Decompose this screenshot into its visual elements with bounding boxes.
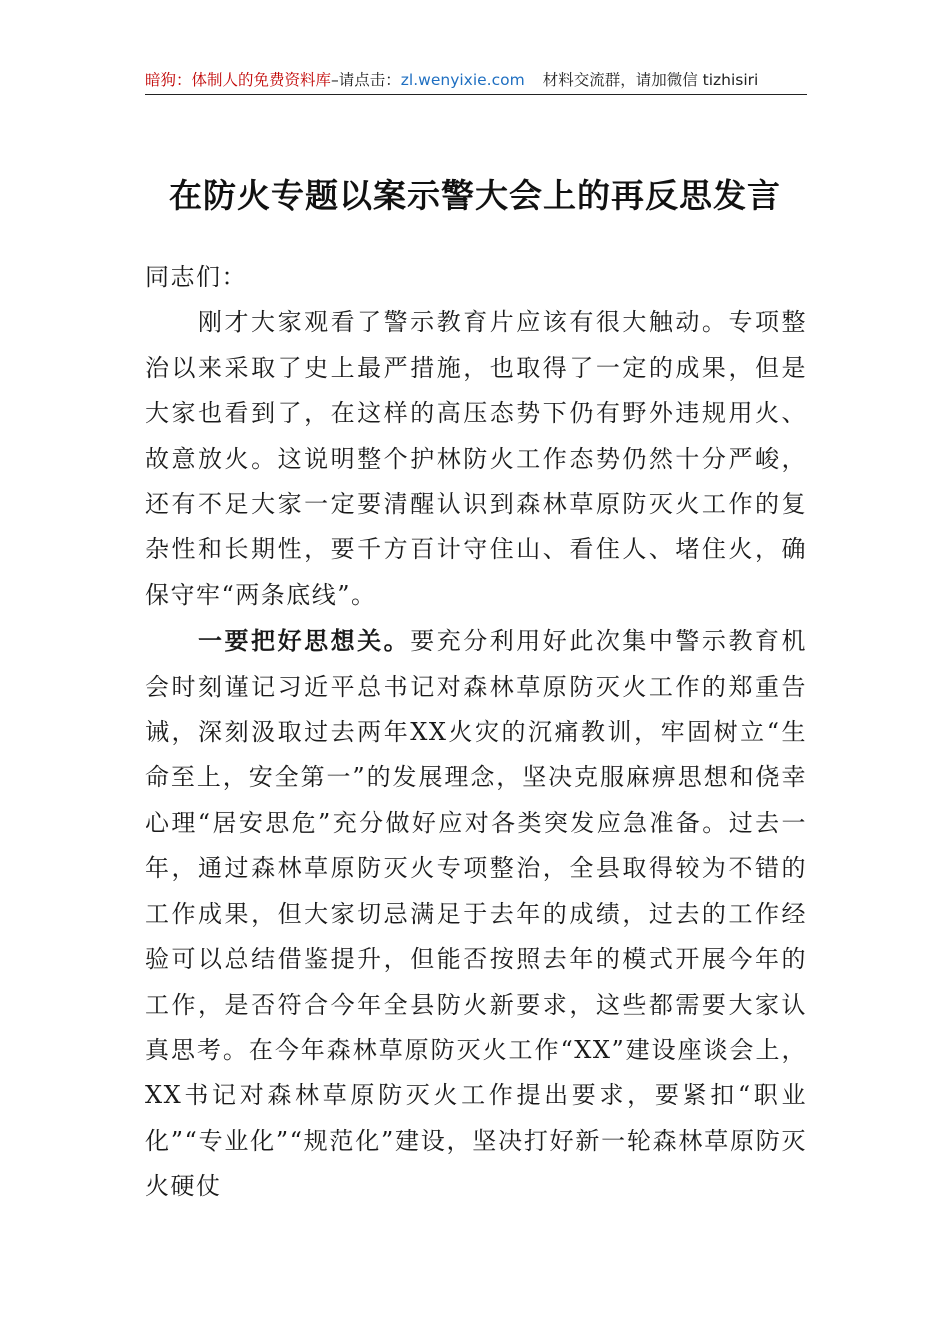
document-body — [145, 255, 807, 1210]
page-header — [145, 66, 807, 95]
paragraph-1-text: 刚才大家观看了警示教育片应该有很大触动。专项整治以来采取了史上最严措施，也取得了一定的成果，但是大家也看到了，在这样的高压态势下仍有野外违规用火、故意放火。这说明整个护林防火工作态势仍然十分严峻，还有不足大家一定要清醒认识到森林草原防灭火工作的复杂性和长期性，要千方百计守住山、看住人、堵住火，确保守牢“两条底线”。 — [145, 308, 807, 609]
paragraph-2 — [145, 618, 807, 1209]
header-click-prompt: –请点击： — [331, 71, 401, 89]
header-brand[interactable]: 暗狗：体制人的免费资料库 — [145, 71, 332, 89]
document-title: 在防火专题以案示警大会上的再反思发言 — [169, 176, 781, 215]
header-url-link[interactable]: zl.wenyixie.com — [400, 71, 525, 89]
salutation: 同志们： — [145, 263, 247, 291]
paragraph-1 — [145, 300, 807, 618]
paragraph-2-text: 要充分利用好此次集中警示教育机会时刻谨记习近平总书记对森林草原防灭火工作的郑重告诫，深刻汲取过去两年XX火灾的沉痛教训，牢固树立“生命至上，安全第一”的发展理念，坚决克服麻痹思想和侥幸心理“居安思危”充分做好应对各类突发应急准备。过去一年，通过森林草原防灭火专项整治，全县取得较为不错的工作成果，但大家切忌满足于去年的成绩，过去的工作经验可以总结借鉴提升，但能否按照去年的模式开展今年的工作，是否符合今年全县防火新要求，这些都需要大家认真思考。在今年森林草原防灭火工作“XX”建设座谈会上，XX书记对森林草原防灭火工作提出要求，要紧扣“职业化”“专业化”“规范化”建设，坚决打好新一轮森林草原防灭火硬仗 — [145, 627, 808, 1201]
header-wechat-note: 材料交流群，请加微信 tizhisiri — [542, 71, 759, 89]
paragraph-2-lead: 一要把好思想关。 — [198, 626, 411, 656]
